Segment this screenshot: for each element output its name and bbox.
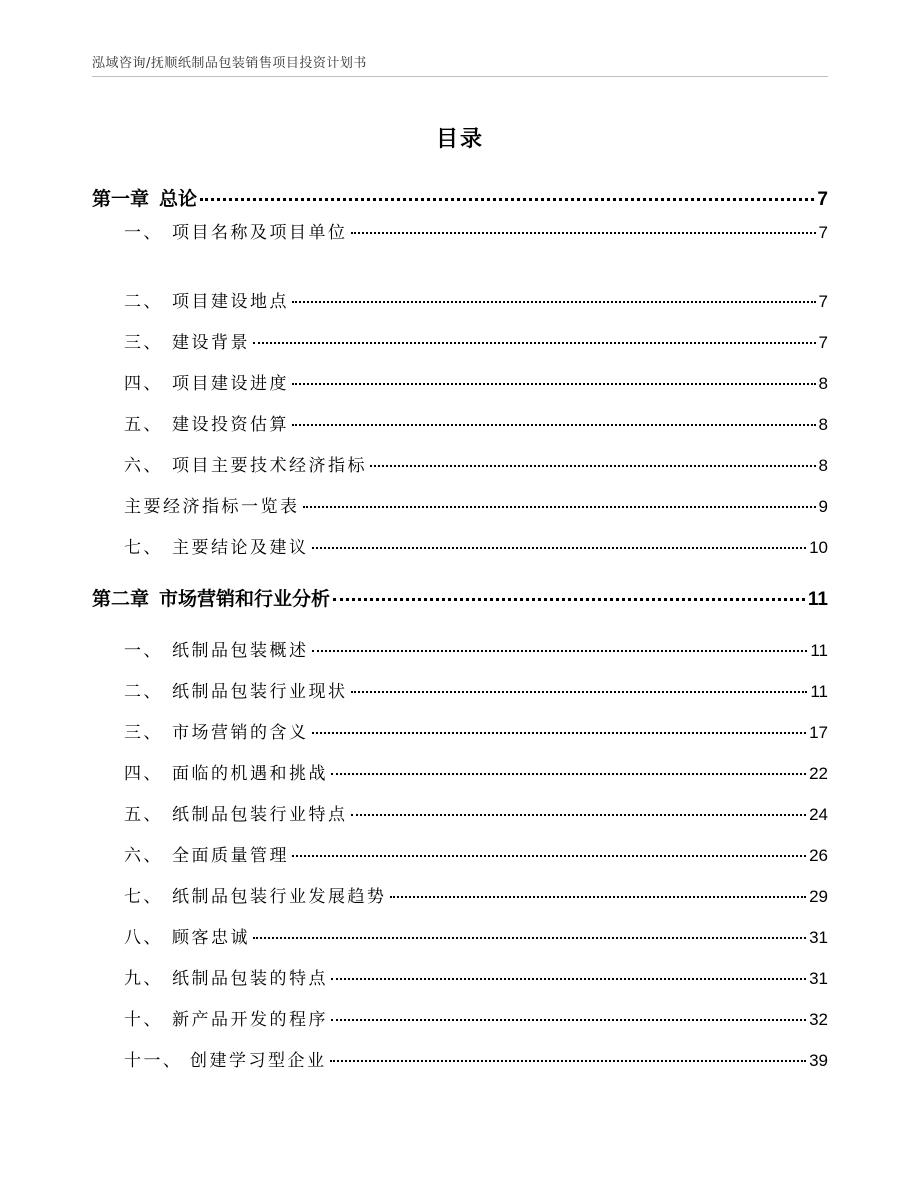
toc-entry-label: 项目主要技术经济指标: [172, 456, 367, 476]
toc-entry-page: 39: [809, 1051, 828, 1070]
toc-entry-label: 主要经济指标一览表: [124, 497, 300, 517]
toc-entry-number: 四、: [124, 764, 163, 784]
toc-entry[interactable]: [124, 369, 828, 394]
toc-entry[interactable]: [124, 759, 828, 784]
toc-entry-number: 一、: [124, 223, 163, 243]
toc-entry-label: 顾客忠诚: [172, 928, 250, 948]
toc-entry-label: 建设背景: [172, 333, 250, 353]
toc-entry-number: 六、: [124, 846, 163, 866]
toc-entry[interactable]: [124, 328, 828, 353]
dot-leader: [370, 464, 816, 467]
toc-entry-page: 7: [817, 189, 828, 210]
dot-leader: [390, 895, 807, 898]
toc-entry-label: 纸制品包装概述: [172, 641, 309, 661]
dot-leader: [312, 731, 807, 734]
dot-leader: [303, 505, 816, 508]
toc-entry-label: 市场营销和行业分析: [159, 588, 331, 610]
toc-entry-page: 31: [809, 969, 828, 988]
dot-leader: [351, 813, 807, 816]
toc-entry-number: 十、: [124, 1010, 163, 1030]
toc-entry-page: 8: [818, 415, 828, 434]
toc-entry[interactable]: [124, 882, 828, 907]
toc-entry-label: 纸制品包装行业发展趋势: [172, 887, 387, 907]
toc-entry-label: 建设投资估算: [172, 415, 289, 435]
toc-entry-page: 24: [809, 805, 828, 824]
toc-entry-label: 总论: [159, 188, 198, 210]
dot-leader: [331, 1018, 806, 1021]
toc-entry-chapter-2[interactable]: [92, 584, 828, 611]
toc-entry-page: 9: [818, 497, 828, 516]
dot-leader: [292, 854, 806, 857]
dot-leader: [253, 341, 816, 344]
toc-entry-number: 八、: [124, 928, 163, 948]
toc-entry[interactable]: [124, 718, 828, 743]
toc-entry-page: 26: [809, 846, 828, 865]
toc-entry[interactable]: [124, 923, 828, 948]
toc-entry-number: 二、: [124, 292, 163, 312]
toc-entry[interactable]: [124, 218, 828, 243]
toc-entry-label: 创建学习型企业: [190, 1051, 327, 1071]
toc-entry-page: 11: [810, 641, 828, 660]
toc-entry[interactable]: [124, 492, 828, 517]
toc-entry-page: 32: [809, 1010, 828, 1029]
toc-entry[interactable]: [124, 841, 828, 866]
toc-entry[interactable]: [124, 1005, 828, 1030]
toc-entry-number: 六、: [124, 456, 163, 476]
dot-leader: [292, 382, 816, 385]
toc-entry-page: 11: [810, 682, 828, 701]
dot-leader: [253, 936, 806, 939]
toc-entry-label: 项目名称及项目单位: [172, 223, 348, 243]
toc-entry-number: 七、: [124, 538, 163, 558]
toc-entry-label: 项目建设进度: [172, 374, 289, 394]
dot-leader: [331, 977, 806, 980]
toc-entry-page: 7: [818, 223, 828, 242]
toc-entry-label: 纸制品包装行业现状: [172, 682, 348, 702]
dot-leader: [351, 690, 808, 693]
toc-entry-label: 市场营销的含义: [172, 723, 309, 743]
dot-leader: [312, 546, 807, 549]
dot-leader: [200, 197, 814, 201]
running-header: 泓域咨询/抚顺纸制品包装销售项目投资计划书: [92, 56, 367, 71]
toc-entry-page: 31: [809, 928, 828, 947]
toc-entry-number: 二、: [124, 682, 163, 702]
toc-entry-page: 10: [809, 538, 828, 557]
toc-entry-number: 九、: [124, 969, 163, 989]
toc-entry-number: 四、: [124, 374, 163, 394]
toc-entry-page: 8: [818, 456, 828, 475]
toc-entry-page: 8: [818, 374, 828, 393]
dot-leader: [333, 597, 805, 601]
toc-title: 目录: [435, 127, 484, 152]
toc-entry[interactable]: [124, 800, 828, 825]
dot-leader: [331, 772, 806, 775]
toc-entry-label: 项目建设地点: [172, 292, 289, 312]
dot-leader: [330, 1059, 807, 1062]
toc-entry-number: 第二章: [92, 588, 150, 610]
toc-entry[interactable]: [124, 451, 828, 476]
toc-entry-label: 面临的机遇和挑战: [172, 764, 328, 784]
dot-leader: [351, 231, 816, 234]
toc-entry-label: 全面质量管理: [172, 846, 289, 866]
toc-entry[interactable]: [124, 533, 828, 558]
toc-entry-number: 五、: [124, 415, 163, 435]
toc-entry[interactable]: [124, 1046, 828, 1071]
toc-entry-chapter-1[interactable]: [92, 184, 828, 211]
toc-entry[interactable]: [124, 287, 828, 312]
dot-leader: [292, 300, 816, 303]
toc-entry-page: 29: [809, 887, 828, 906]
dot-leader: [292, 423, 816, 426]
toc-entry-number: 五、: [124, 805, 163, 825]
toc-entry-number: 七、: [124, 887, 163, 907]
toc-entry-label: 纸制品包装的特点: [172, 969, 328, 989]
dot-leader: [312, 649, 808, 652]
toc-entry-number: 十一、: [124, 1051, 183, 1071]
toc-entry-number: 一、: [124, 641, 163, 661]
toc-entry-page: 7: [818, 333, 828, 352]
header-divider: [92, 76, 828, 77]
toc-entry-label: 新产品开发的程序: [172, 1010, 328, 1030]
toc-entry[interactable]: [124, 636, 828, 661]
toc-entry-label: 主要结论及建议: [172, 538, 309, 558]
toc-entry-page: 17: [809, 723, 828, 742]
toc-entry-page: 7: [818, 292, 828, 311]
toc-entry-page: 11: [807, 589, 828, 610]
toc-entry[interactable]: [124, 410, 828, 435]
toc-entry-number: 三、: [124, 333, 163, 353]
toc-entry[interactable]: [124, 677, 828, 702]
toc-entry-number: 第一章: [92, 188, 150, 210]
toc-entry-page: 22: [809, 764, 828, 783]
toc-entry[interactable]: [124, 964, 828, 989]
toc-entry-number: 三、: [124, 723, 163, 743]
toc-entry-label: 纸制品包装行业特点: [172, 805, 348, 825]
